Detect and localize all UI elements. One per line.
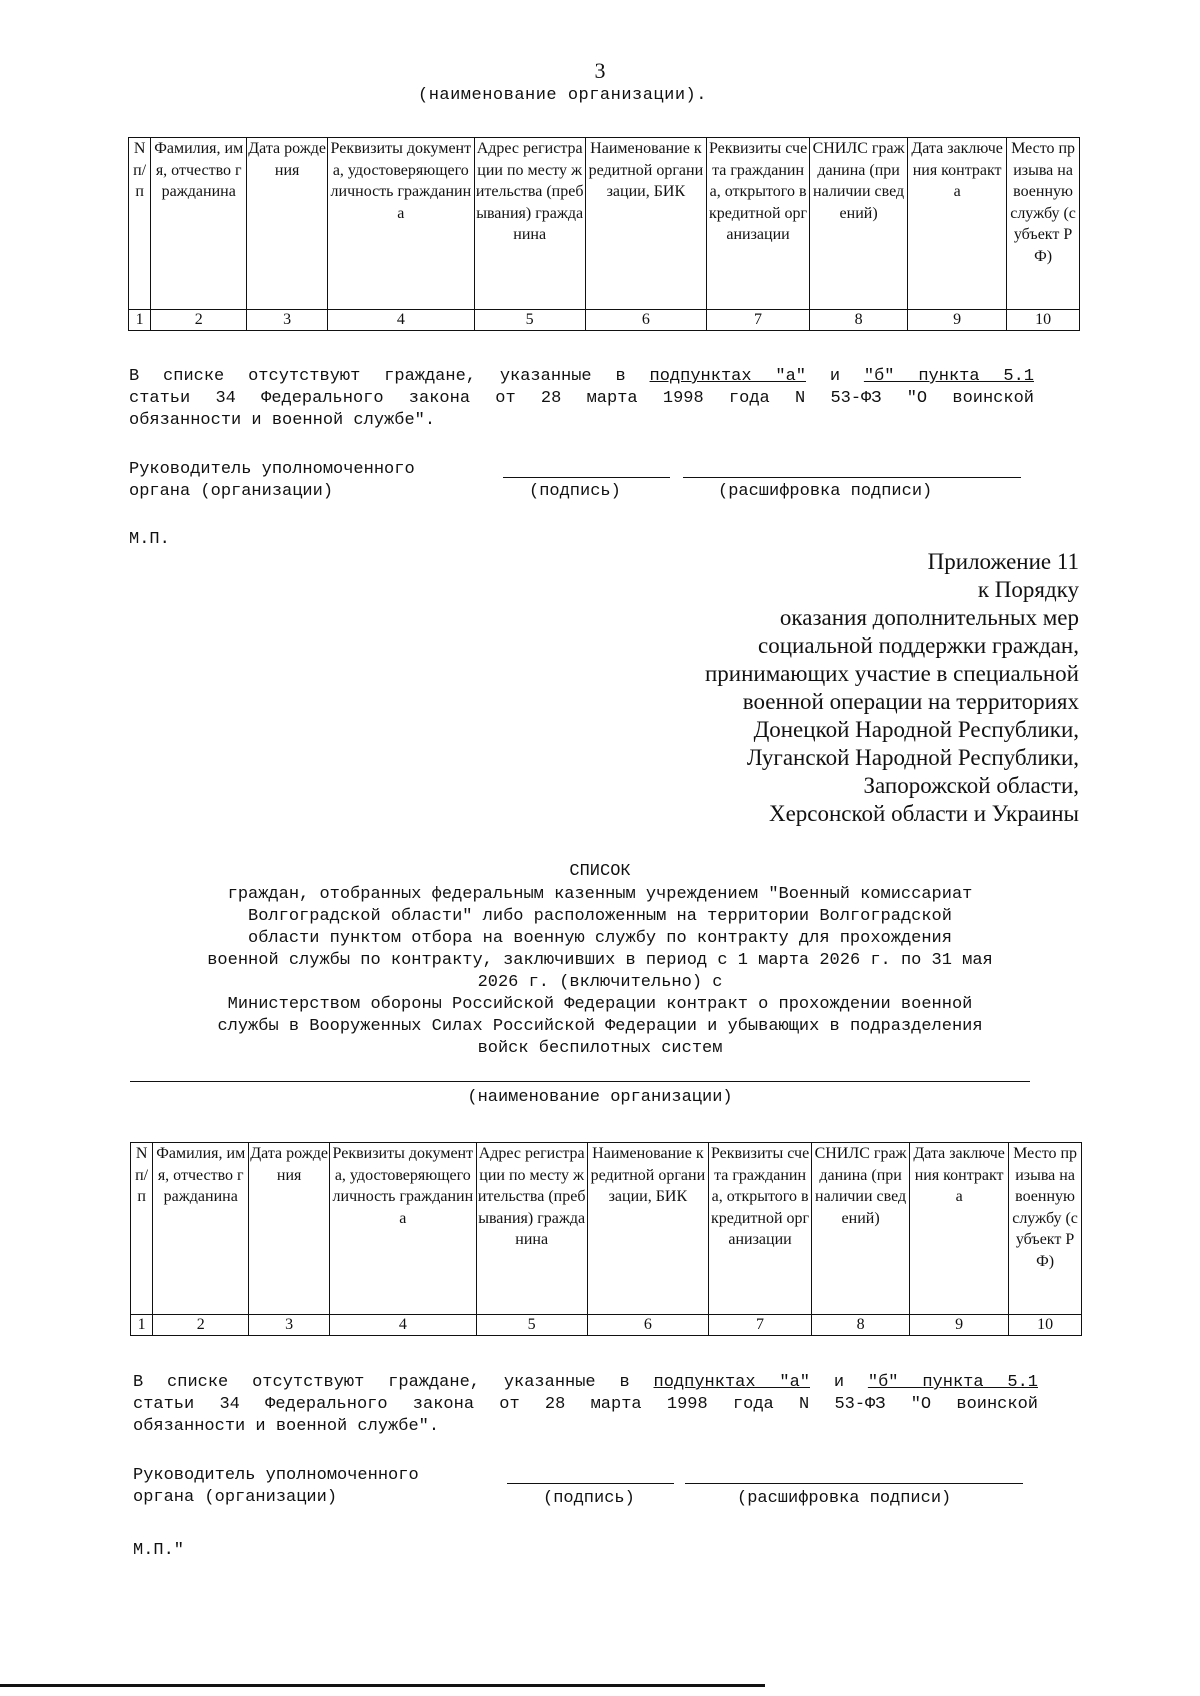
paragraph-link[interactable]: "б" пункта 5.1 xyxy=(867,1373,1038,1392)
appendix-line: Запорожской области, xyxy=(863,773,1079,798)
head-title-line: органа (организации) xyxy=(133,1488,338,1507)
head-title-line: органа (организации) xyxy=(129,482,334,501)
column-number: 10 xyxy=(1009,1315,1082,1336)
column-number: 8 xyxy=(812,1315,910,1336)
appendix-header xyxy=(705,548,1079,828)
head-title-line: Руководитель уполномоченного xyxy=(133,1466,419,1485)
appendix-line: социальной поддержки граждан, xyxy=(758,633,1079,658)
table-header-row xyxy=(129,138,1080,310)
header-cell: N п/п xyxy=(131,1143,153,1315)
column-number: 9 xyxy=(908,310,1007,331)
stamp-placeholder: М.П." xyxy=(133,1541,185,1560)
absence-note xyxy=(133,1372,1038,1438)
note-line: обязанности и военной службе". xyxy=(133,1417,440,1436)
appendix-line: Луганской Народной Республики, xyxy=(746,745,1079,770)
scan-edge xyxy=(0,1684,765,1687)
appendix-line: военной операции на территориях xyxy=(742,689,1079,714)
appendix-line: к Порядку xyxy=(977,577,1079,602)
subparagraph-link[interactable]: подпунктах "а" xyxy=(653,1373,810,1392)
header-cell: N п/п xyxy=(129,138,151,310)
citizens-table xyxy=(128,137,1080,331)
note-text: и xyxy=(810,1373,868,1392)
header-cell: Наименование кредитной организации, БИК xyxy=(587,1143,708,1315)
column-number: 6 xyxy=(587,1315,708,1336)
appendix-line: оказания дополнительных мер xyxy=(779,605,1079,630)
signature-line xyxy=(507,1483,674,1484)
header-cell: Реквизиты счета гражданина, открытого в кредитной организации xyxy=(709,1143,812,1315)
column-number: 7 xyxy=(707,310,810,331)
header-cell: СНИЛС гражданина (при наличии сведений) xyxy=(810,138,908,310)
column-number: 1 xyxy=(129,310,151,331)
header-cell: Адрес регистрации по месту жительства (пребывания) гражданина xyxy=(476,1143,587,1315)
decode-caption: (расшифровка подписи) xyxy=(737,1489,952,1508)
column-number: 10 xyxy=(1007,310,1080,331)
note-text: и xyxy=(806,367,864,386)
organization-name-caption: (наименование организации). xyxy=(418,86,707,105)
header-cell: Дата рождения xyxy=(249,1143,330,1315)
table-number-row xyxy=(129,310,1080,331)
appendix-line: Донецкой Народной Республики, xyxy=(753,717,1079,742)
column-number: 3 xyxy=(249,1315,330,1336)
description-line: военной службы по контракту, заключивших в период с 1 марта 2026 г. по 31 мая xyxy=(207,951,993,970)
description-line: войск беспилотных систем xyxy=(477,1039,723,1058)
description-line: Министерством обороны Российской Федерации контракт о прохождении военной xyxy=(227,995,973,1014)
header-cell: Место призыва на военную службу (субъект РФ) xyxy=(1009,1143,1082,1315)
header-cell: Реквизиты счета гражданина, открытого в кредитной организации xyxy=(707,138,810,310)
appendix-line: Приложение 11 xyxy=(927,549,1079,574)
column-number: 7 xyxy=(709,1315,812,1336)
note-line: статьи 34 Федерального закона от 28 марта 1998 года N 53-ФЗ "О воинской xyxy=(133,1395,1038,1414)
decode-caption: (расшифровка подписи) xyxy=(718,482,933,501)
description-line: 2026 г. (включительно) с xyxy=(477,973,723,992)
column-number: 8 xyxy=(810,310,908,331)
column-number: 1 xyxy=(131,1315,153,1336)
signature-line xyxy=(503,477,670,478)
page-number: 3 xyxy=(594,58,606,83)
stamp-placeholder: М.П. xyxy=(129,530,170,549)
table-number-row xyxy=(131,1315,1082,1336)
column-number: 2 xyxy=(151,310,247,331)
list-description xyxy=(130,884,1070,1060)
absence-note xyxy=(129,366,1034,432)
header-cell: СНИЛС гражданина (при наличии сведений) xyxy=(812,1143,910,1315)
citizens-table xyxy=(130,1142,1082,1336)
head-title-line: Руководитель уполномоченного xyxy=(129,460,415,479)
column-number: 3 xyxy=(247,310,328,331)
column-number: 2 xyxy=(153,1315,249,1336)
column-number: 4 xyxy=(330,1315,477,1336)
header-cell: Адрес регистрации по месту жительства (пребывания) гражданина xyxy=(474,138,585,310)
appendix-line: Херсонской области и Украины xyxy=(768,801,1079,826)
column-number: 4 xyxy=(328,310,475,331)
description-line: Волгоградской области" либо расположенным на территории Волгоградской xyxy=(248,907,952,926)
column-number: 6 xyxy=(585,310,706,331)
subparagraph-link[interactable]: подпунктах "а" xyxy=(649,367,806,386)
header-cell: Фамилия, имя, отчество гражданина xyxy=(151,138,247,310)
note-line xyxy=(129,366,1034,388)
header-cell: Наименование кредитной организации, БИК xyxy=(585,138,706,310)
decode-line xyxy=(683,477,1021,478)
header-cell: Дата заключения контракта xyxy=(910,1143,1009,1315)
organization-name-caption: (наименование организации) xyxy=(467,1088,733,1107)
table-header-row xyxy=(131,1143,1082,1315)
note-text: В списке отсутствуют граждане, указанные в xyxy=(129,367,650,386)
description-line: граждан, отобранных федеральным казенным учреждением "Военный комиссариат xyxy=(227,885,973,904)
header-cell: Фамилия, имя, отчество гражданина xyxy=(153,1143,249,1315)
signature-caption: (подпись) xyxy=(529,482,621,501)
header-cell: Место призыва на военную службу (субъект РФ) xyxy=(1007,138,1080,310)
paragraph-link[interactable]: "б" пункта 5.1 xyxy=(863,367,1034,386)
header-cell: Дата заключения контракта xyxy=(908,138,1007,310)
note-text: В списке отсутствуют граждане, указанные в xyxy=(133,1373,654,1392)
note-line xyxy=(133,1372,1038,1394)
column-number: 9 xyxy=(910,1315,1009,1336)
header-cell: Дата рождения xyxy=(247,138,328,310)
list-title: СПИСОК xyxy=(569,862,631,881)
note-line: обязанности и военной службе". xyxy=(129,411,436,430)
appendix-line: принимающих участие в специальной xyxy=(704,661,1079,686)
column-number: 5 xyxy=(474,310,585,331)
description-line: службы в Вооруженных Силах Российской Федерации и убывающих в подразделения xyxy=(217,1017,983,1036)
decode-line xyxy=(685,1483,1023,1484)
signature-caption: (подпись) xyxy=(543,1489,635,1508)
note-line: статьи 34 Федерального закона от 28 марта 1998 года N 53-ФЗ "О воинской xyxy=(129,389,1034,408)
organization-name-line xyxy=(130,1081,1030,1082)
header-cell: Реквизиты документа, удостоверяющего личность гражданина xyxy=(330,1143,477,1315)
column-number: 5 xyxy=(476,1315,587,1336)
header-cell: Реквизиты документа, удостоверяющего личность гражданина xyxy=(328,138,475,310)
description-line: области пунктом отбора на военную службу по контракту для прохождения xyxy=(248,929,952,948)
